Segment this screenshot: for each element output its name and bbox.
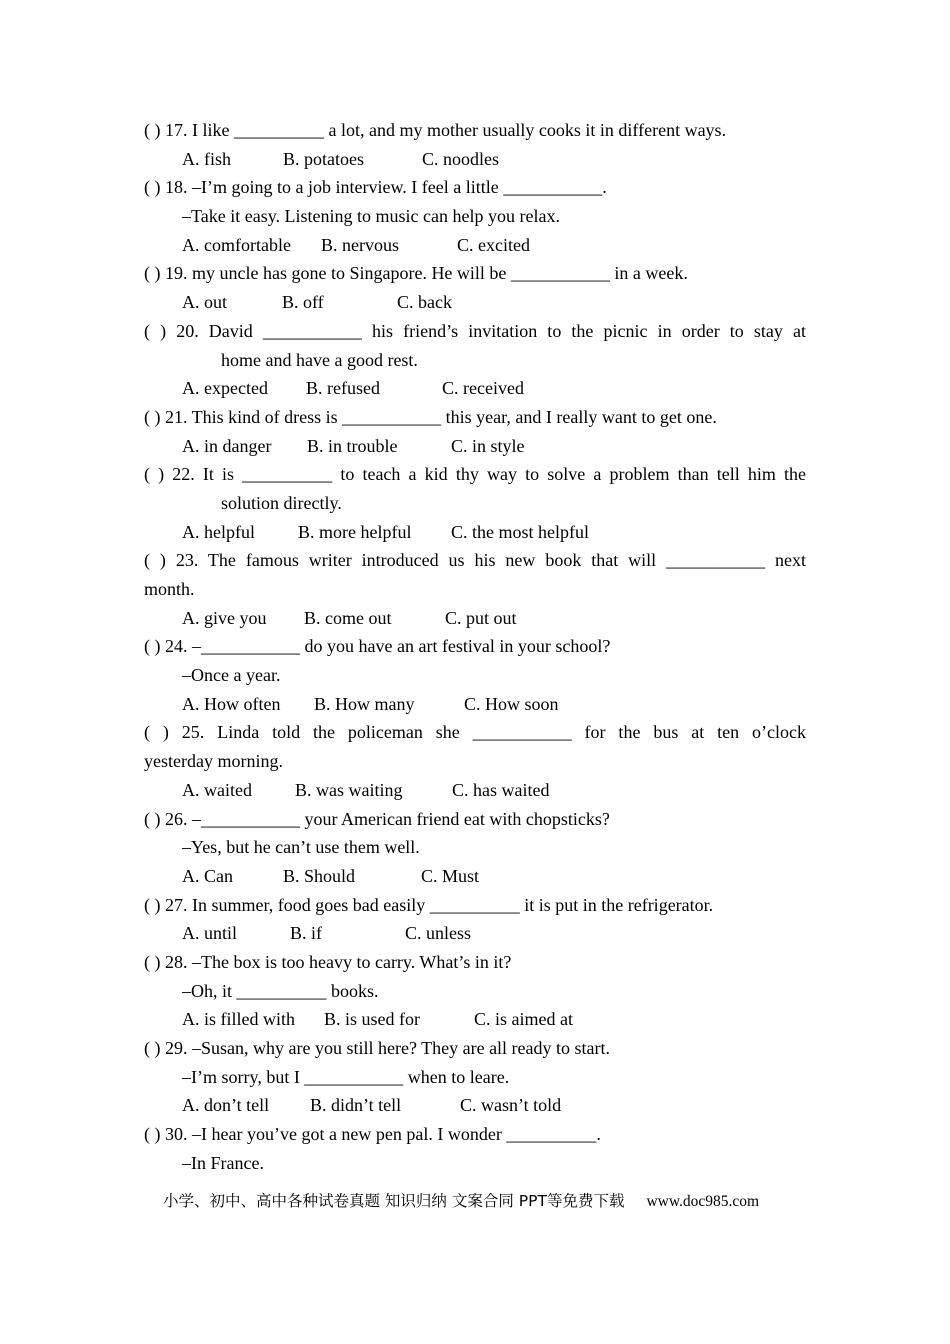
option-b: B. is used for: [324, 1009, 420, 1030]
dialog-28: –Oh, it __________ books.: [182, 980, 379, 1001]
dialog-24: –Once a year.: [182, 665, 281, 686]
question-20: ( ) 20. David ___________ his friend’s invitation to the picnic in order to stay at: [144, 320, 806, 341]
option-a: A. don’t tell: [182, 1095, 270, 1116]
question-18: ( ) 18. –I’m going to a job interview. I feel a little ___________.: [144, 177, 607, 198]
option-b: B. nervous: [321, 234, 399, 255]
question-29: ( ) 29. –Susan, why are you still here? They are all ready to start.: [144, 1038, 611, 1058]
option-a: A. give you: [182, 607, 267, 628]
question-23: ( ) 23. The famous writer introduced us his new book that will ___________ next: [144, 550, 806, 571]
question-25: ( ) 25. Linda told the policeman she ___________ for the bus at ten o’clock: [144, 722, 806, 743]
option-b: B. off: [282, 292, 324, 313]
footer-url[interactable]: www.doc985.com: [646, 1193, 760, 1210]
option-b: B. Should: [283, 865, 356, 886]
options-25: [144, 776, 806, 805]
question-23-continued: month.: [144, 579, 195, 599]
options-21: [144, 432, 806, 461]
question-27: ( ) 27. In summer, food goes bad easily __________ it is put in the refrigerator.: [144, 894, 714, 915]
options-26: [144, 862, 806, 891]
option-a: A. is filled with: [182, 1009, 295, 1030]
option-a: A. How often: [182, 693, 281, 714]
option-b: B. come out: [304, 607, 392, 628]
question-28: ( ) 28. –The box is too heavy to carry. What’s in it?: [144, 951, 512, 972]
option-a: A. expected: [182, 378, 268, 399]
dialog-29: –I’m sorry, but I ___________ when to leare.: [182, 1066, 510, 1087]
question-21: ( ) 21. This kind of dress is ___________ this year, and I really want to get one.: [144, 406, 717, 427]
options-19: [144, 288, 806, 317]
option-c: C. received: [442, 378, 524, 399]
question-24: ( ) 24. –___________ do you have an art festival in your school?: [144, 636, 611, 657]
question-26: ( ) 26. –___________ your American friend eat with chopsticks?: [144, 808, 610, 829]
question-list: [144, 116, 806, 1177]
options-28: [144, 1005, 806, 1034]
options-23: [144, 604, 806, 633]
dialog-30: –In France.: [182, 1152, 264, 1173]
option-b: B. How many: [314, 693, 415, 714]
option-b: B. didn’t tell: [310, 1095, 402, 1116]
question-17: ( ) 17. I like __________ a lot, and my mother usually cooks it in different ways.: [144, 120, 727, 140]
options-17: [144, 145, 806, 174]
footer-text: 小学、初中、高中各种试卷真题 知识归纳 文案合同 PPT等免费下载: [163, 1192, 625, 1210]
option-c: C. How soon: [464, 693, 559, 714]
question-19: ( ) 19. my uncle has gone to Singapore. He will be ___________ in a week.: [144, 263, 688, 284]
option-a: A. helpful: [182, 521, 255, 542]
option-a: A. until: [182, 923, 238, 944]
options-27: [144, 919, 806, 948]
option-b: B. refused: [306, 378, 380, 399]
option-c: C. noodles: [422, 148, 500, 169]
option-b: B. was waiting: [295, 779, 403, 800]
options-22: [144, 518, 806, 547]
options-18: [144, 231, 806, 260]
options-29: [144, 1091, 806, 1120]
dialog-26: –Yes, but he can’t use them well.: [182, 837, 420, 858]
options-20: [144, 374, 806, 403]
option-a: A. out: [182, 292, 227, 313]
option-c: C. excited: [457, 234, 530, 255]
page-footer: [163, 1190, 803, 1213]
option-c: C. wasn’t told: [460, 1095, 562, 1116]
option-b: B. if: [290, 923, 323, 944]
question-22-continued: solution directly.: [221, 492, 342, 513]
option-c: C. in style: [451, 435, 525, 456]
question-25-continued: yesterday morning.: [144, 751, 283, 772]
option-a: A. fish: [182, 148, 231, 169]
option-c: C. back: [397, 292, 452, 313]
option-c: C. unless: [405, 923, 472, 944]
question-20-continued: home and have a good rest.: [221, 349, 418, 370]
option-b: B. in trouble: [307, 435, 398, 456]
option-a: A. comfortable: [182, 234, 291, 255]
option-b: B. more helpful: [298, 521, 412, 542]
question-22: ( ) 22. It is __________ to teach a kid thy way to solve a problem than tell him the: [144, 464, 806, 485]
dialog-18: –Take it easy. Listening to music can help you relax.: [182, 206, 560, 227]
option-a: A. waited: [182, 779, 252, 800]
option-b: B. potatoes: [283, 148, 364, 169]
option-c: C. put out: [445, 607, 517, 628]
option-c: C. has waited: [452, 779, 550, 800]
option-c: C. Must: [421, 865, 480, 886]
option-a: A. Can: [182, 865, 233, 886]
option-c: C. the most helpful: [451, 521, 589, 542]
options-24: [144, 690, 806, 719]
option-c: C. is aimed at: [474, 1009, 573, 1030]
option-a: A. in danger: [182, 435, 272, 456]
question-30: ( ) 30. –I hear you’ve got a new pen pal. I wonder __________.: [144, 1124, 601, 1145]
